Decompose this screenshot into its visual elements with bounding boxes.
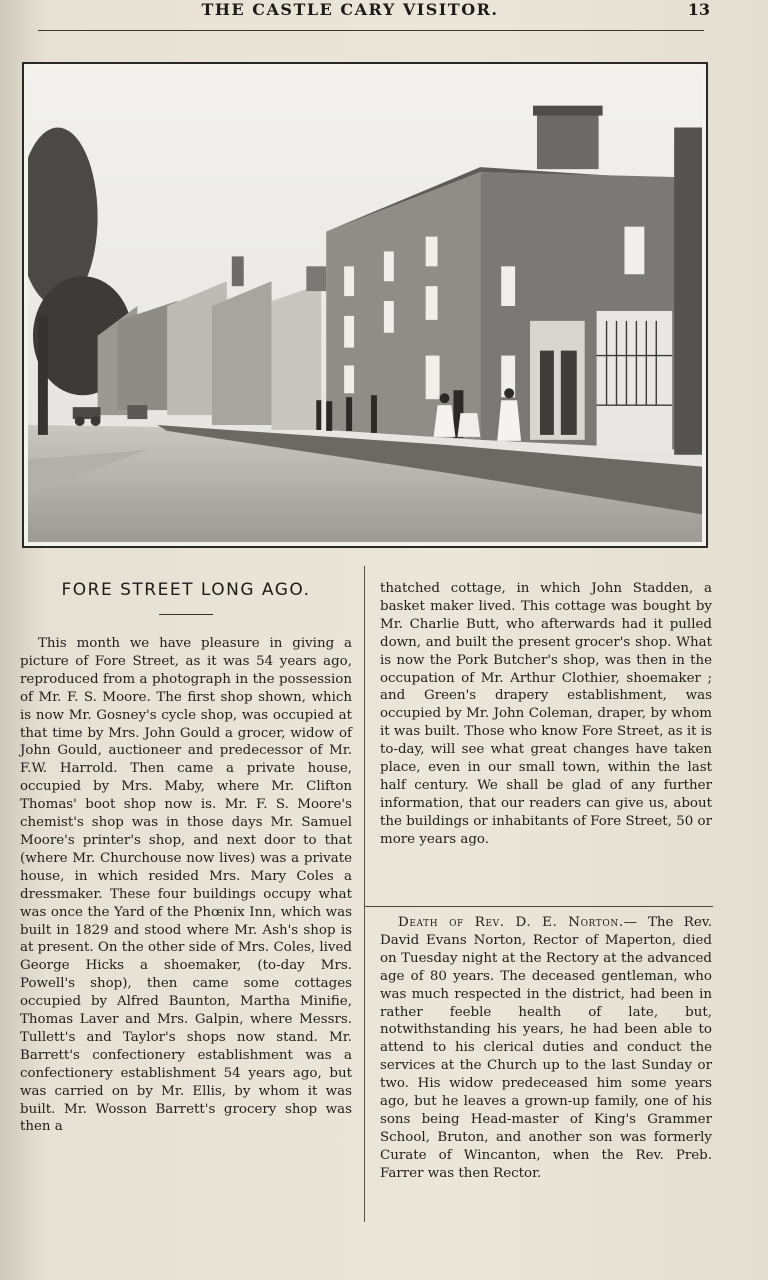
death-notice <box>380 914 712 1183</box>
death-notice-paragraph <box>380 914 712 1183</box>
article-title: FORE STREET LONG AGO. <box>61 580 311 600</box>
article-body-right: thatched cottage, in which John Stadden, a basket maker lived. This cottage was bought by Mr. Charlie Butt, who afterwards had it pulled down, and built the present grocer's shop. What is now the Pork Butcher's shop, was then in the occupation of Mr. Arthur Clothier, shoemaker ; and Green's drapery establishment, was occupied by Mr. John Coleman, draper, by whom it was built. Those who know Fore Street, as it is to-day, will see what great changes have taken place, even in our small town, within the last half century. We shall be glad of any further information, that our readers can give us, about the buildings or inhabitants of Fore Street, 50 or more years ago. <box>380 581 712 847</box>
title-rule <box>159 614 213 615</box>
death-notice-heading: Death of Rev. D. E. Norton.— <box>398 915 638 930</box>
right-column <box>380 580 712 849</box>
article-body-left: This month we have pleasure in giving a picture of Fore Street, as it was 54 years ago, reproduced from a photograph in the possession of Mr. F. S. Moore. The first shop shown, which is now Mr. Gosney's cycle shop, was occupied at that time by Mrs. John Gould a grocer, widow of John Gould, auctioneer and predecessor of Mr. F.W. Harrold. Then came a private house, occupied by Mrs. Maby, where Mr. Clifton Thomas' boot shop now is. Mr. F. S. Moore's chemist's shop was in those days Mr. Samuel Moore's printer's shop, and next door to that (where Mr. Churchouse now lives) was a private house, in which resided Mrs. Mary Coles a dressmaker. These four buildings occupy what was once the Yard of the Phœnix Inn, which was built in 1829 and stood where Mr. Ash's shop is at present. On the other side of Mrs. Coles, lived George Hicks a shoemaker, (to-day Mrs. Powell's shop), then came some cottages occupied by Alfred Baunton, Martha Minifie, Thomas Laver and Mrs. Galpin, where Messrs. Tullett's and Taylor's shops now stand. Mr. Barrett's confectionery establishment was a confectionery establishment 54 years ago, but was carried on by Mr. Ellis, by whom it was built. Mr. Wosson Barrett's grocery shop was then a <box>20 636 352 1135</box>
left-column <box>20 580 352 1136</box>
running-header: THE CASTLE CARY VISITOR. <box>201 0 499 19</box>
page-number: 13 <box>687 0 710 19</box>
street-photo-illustration <box>28 68 702 542</box>
death-notice-text: The Rev. David Evans Norton, Rector of Maperton, died on Tuesday night at the Rectory at the advanced age of 80 years. The deceased gentleman, who was much respected in the district, had been in rather feeble health of late, but, notwithstanding his years, he had been able to attend to his clerical duties and conduct the services at the Church up to the last Sunday or two. His widow predeceased him some years ago, but he leaves a grown-up family, one of his sons being Head-master of King's Grammer School, Bruton, and another son was formerly Curate of Wincanton, when the Rev. Preb. Farrer was then Rector. <box>380 915 712 1181</box>
header-rule <box>38 30 704 31</box>
section-rule <box>365 906 713 907</box>
column-divider <box>364 566 365 1222</box>
fore-street-photograph <box>22 62 708 548</box>
